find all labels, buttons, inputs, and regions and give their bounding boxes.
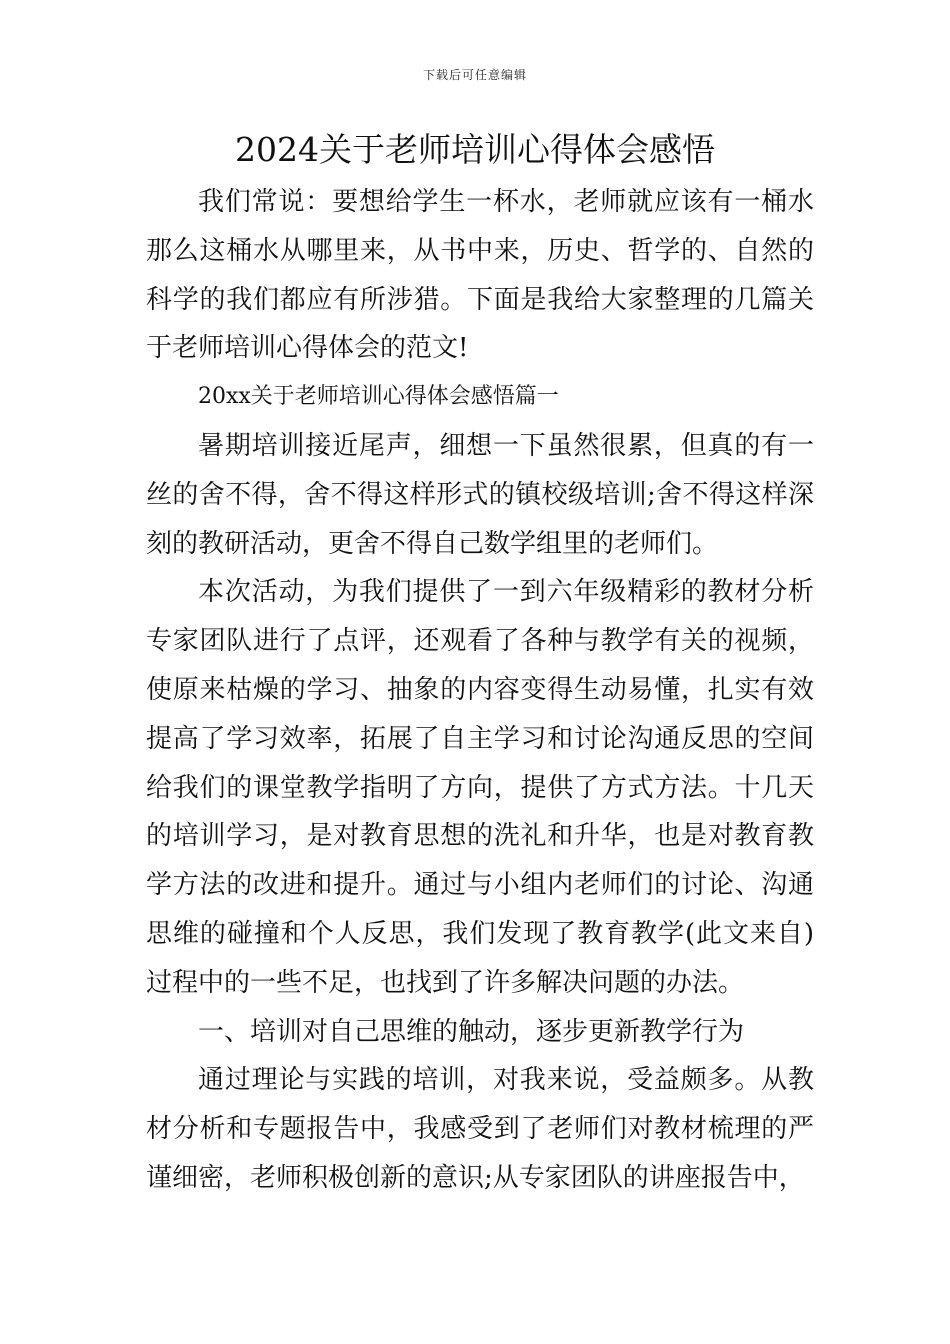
paragraph: 暑期培训接近尾声，细想一下虽然很累，但真的有一丝的舍不得，舍不得这样形式的镇校级培训;舍不得这样深刻的教研活动，更舍不得自己数学组里的老师们。 <box>146 430 814 559</box>
paragraph: 本次活动，为我们提供了一到六年级精彩的教材分析专家团队进行了点评，还观看了各种与教学有关的视频，使原来枯燥的学习、抽象的内容变得生动易懂，扎实有效提高了学习效率，拓展了自主学习和讨论沟通反思的空间给我们的课堂教学指明了方向，提供了方式方法。十几天的培训学习，是对教育思想的洗礼和升华，也是对教育教学方法的改进和提升。通过与小组内老师们的讨论、沟通思维的碰撞和个人反思，我们发现了教育教学(此文来自)过程中的一些不足，也找到了许多解决问题的办法。 <box>146 577 814 998</box>
paragraph: 通过理论与实践的培训，对我来说，受益颇多。从教材分析和专题报告中，我感受到了老师们对教材梳理的严谨细密，老师积极创新的意识;从专家团队的讲座报告中， <box>146 1065 814 1193</box>
document-title: 2024关于老师培训心得体会感悟 <box>235 130 715 169</box>
section-heading-part-one: 20xx关于老师培训心得体会感悟篇一 <box>198 384 559 410</box>
header-note: 下载后可任意编辑 <box>422 68 527 82</box>
subheading: 一、培训对自己思维的触动，逐步更新教学行为 <box>198 1016 745 1047</box>
paragraph-intro: 我们常说：要想给学生一杯水，老师就应该有一桶水那么这桶水从哪里来，从书中来，历史、哲学的、自然的科学的我们都应有所涉猎。下面是我给大家整理的几篇关于老师培训心得体会的范文! <box>146 187 814 364</box>
document-body <box>146 178 814 1203</box>
